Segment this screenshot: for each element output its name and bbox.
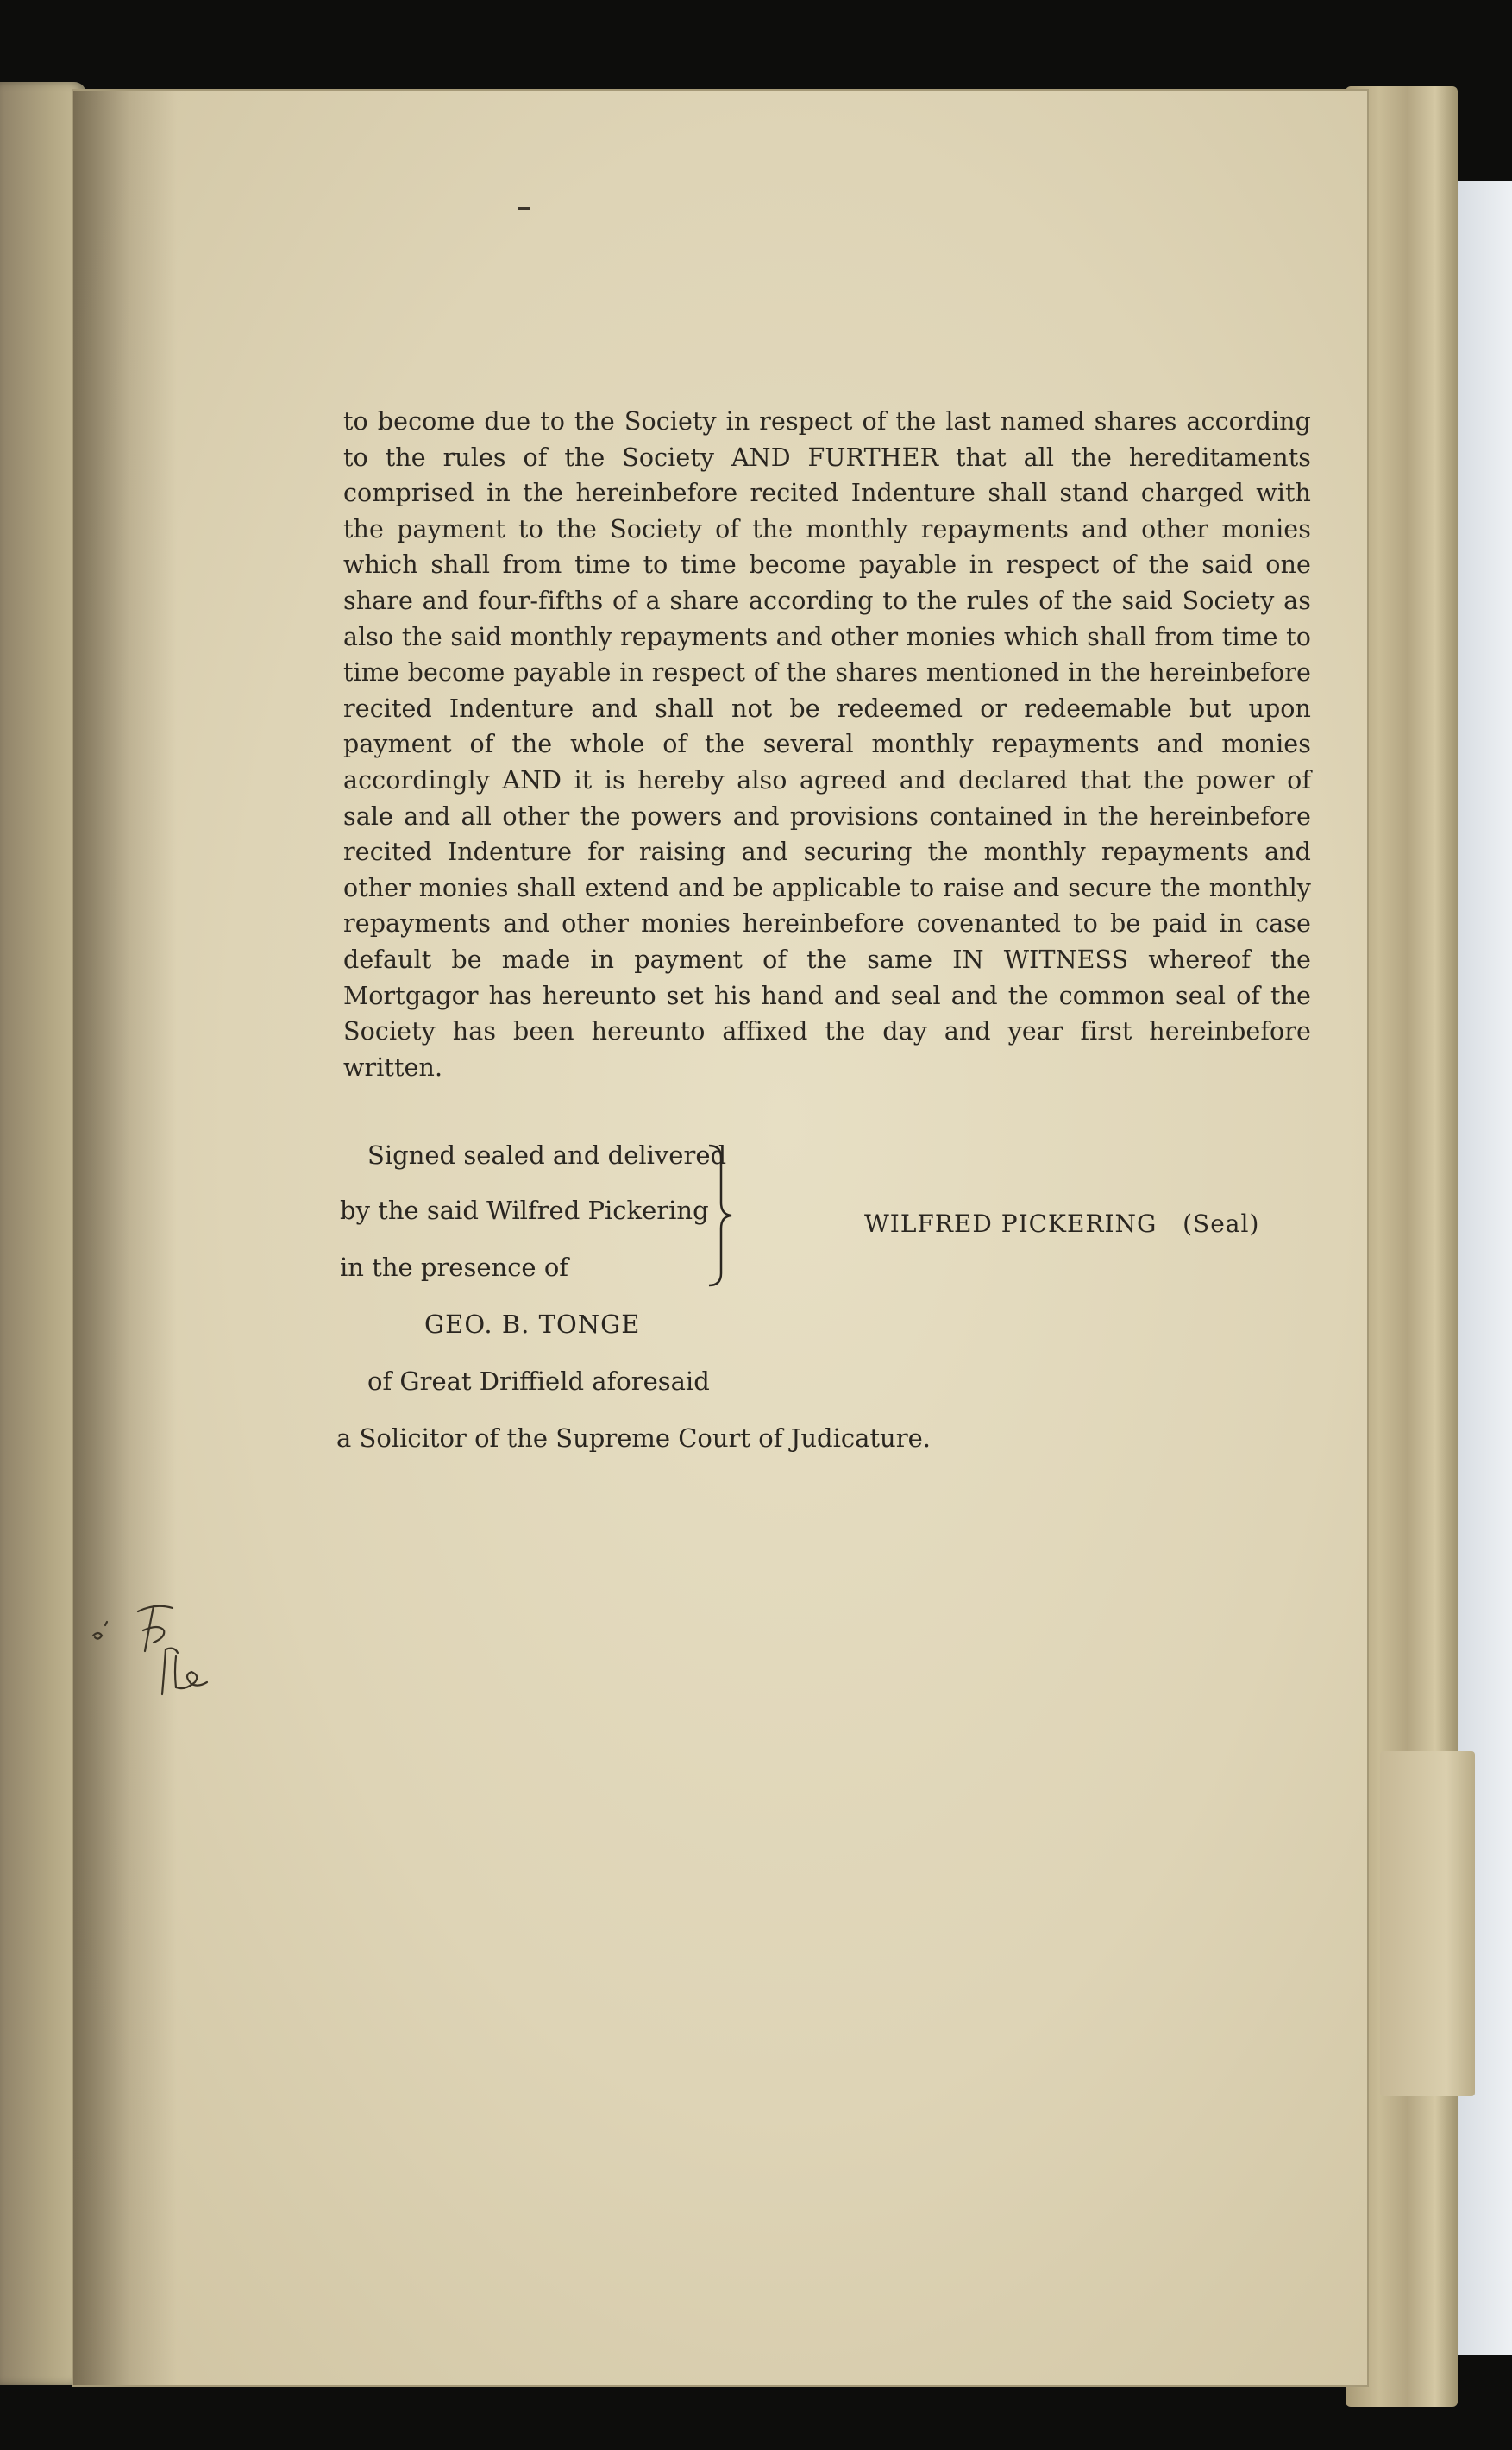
handwritten-initials-icon [86, 1596, 233, 1699]
ink-mark [518, 207, 530, 210]
signatory-name: WILFRED PICKERING (Seal) [864, 1209, 1260, 1238]
deed-body-paragraph: to become due to the Society in respect of the last named shares according to the rules of the Society AND FURTHER that all the hereditaments comprised in the hereinbefore recited Indenture shall stand charged with the payment to the Society of the monthly repayments and other monies which shall from time to time become payable in respect of the said one share and four-fifths of a share according to the rules of the said Society as also the said monthly repayments and other monies which shall from time to time become payable in respect of the shares mentioned in the hereinbefore recited Indenture and shall not be redeemed or redeemable but upon payment of the whole of the several monthly repayments and monies accordingly AND it is hereby also agreed and declared that the power of sale and all other the powers and provisions contained in the hereinbefore recited Indenture for raising and securing the monthly repayments and other monies shall extend and be applicable to raise and secure the monthly repayments and other monies hereinbefore covenanted to be paid in case default be made in payment of the same IN WITNESS whereof the Mortgagor has hereunto set his hand and seal and the common seal of the Society has been hereunto affixed the day and year first hereinbefore written. [343, 407, 1311, 1082]
witness-name: GEO. B. TONGE [424, 1310, 641, 1339]
signature-block [336, 1130, 1328, 1492]
witness-place: of Great Driffield aforesaid [367, 1366, 710, 1396]
witness-title: a Solicitor of the Supreme Court of Judicature. [336, 1423, 931, 1453]
attestation-line-3: in the presence of [340, 1253, 569, 1282]
attestation-line-2: by the said Wilfred Pickering [340, 1196, 709, 1225]
attestation-line-1: Signed sealed and delivered [367, 1140, 727, 1170]
curly-brace-icon [706, 1142, 735, 1289]
loose-page-tab [1380, 1751, 1475, 2096]
